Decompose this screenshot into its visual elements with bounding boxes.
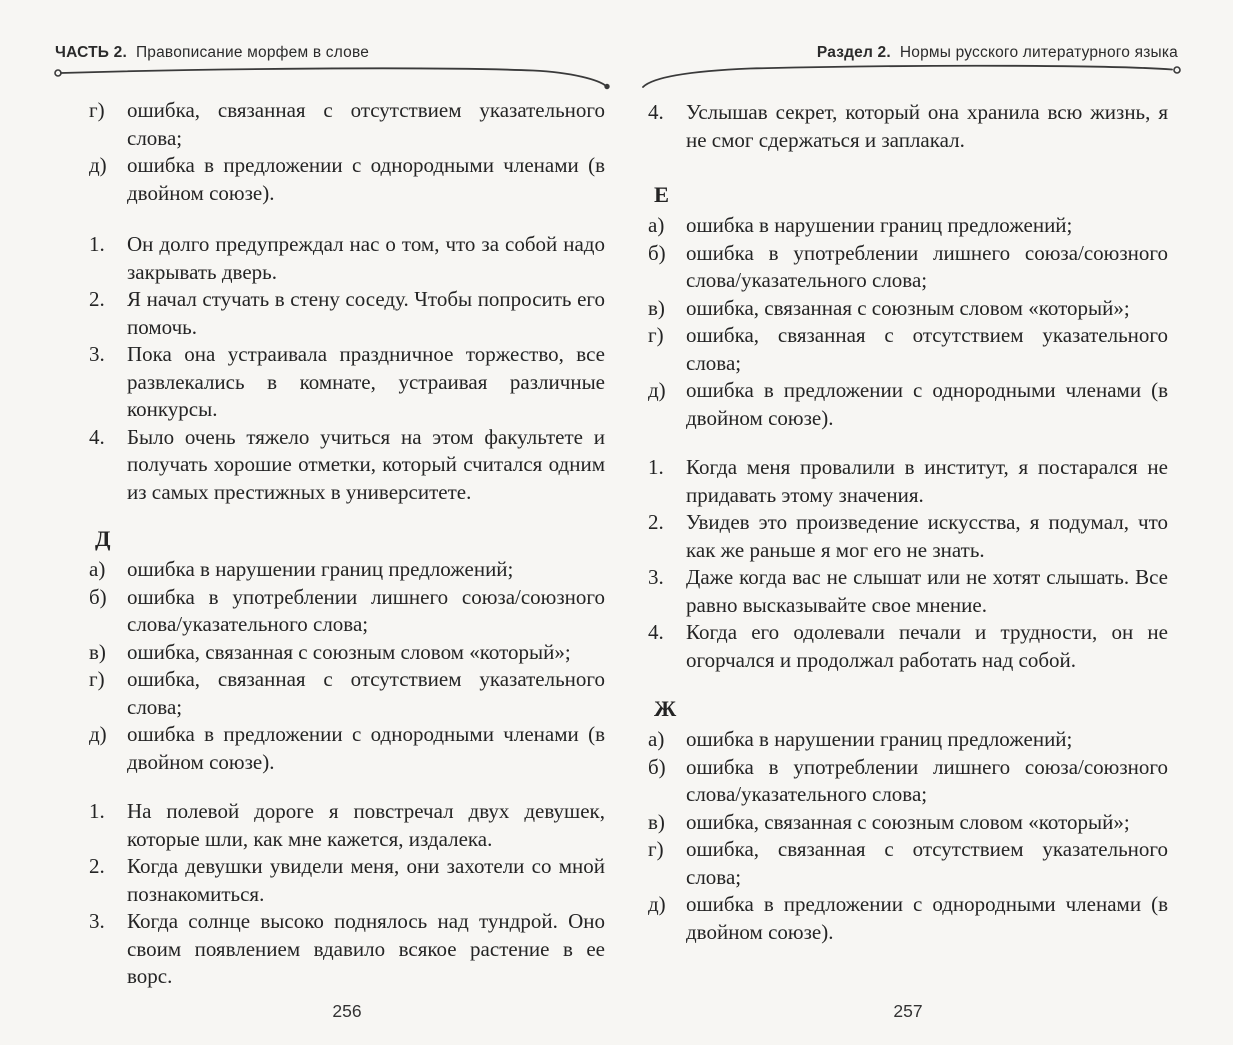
- list-item: [648, 295, 1168, 323]
- list-item: [89, 341, 605, 424]
- list-item: [89, 231, 605, 286]
- list-item: [89, 853, 605, 908]
- list-item: [648, 891, 1168, 946]
- left-page-body: [89, 97, 605, 991]
- list-item: [648, 754, 1168, 809]
- list-item: [89, 97, 605, 152]
- item-label: 2.: [89, 287, 105, 311]
- list-item: [648, 619, 1168, 674]
- numbered-list: [648, 454, 1168, 674]
- section-heading-zh: Ж: [654, 696, 677, 721]
- item-label: 3.: [89, 342, 105, 366]
- left-running-head: [55, 44, 369, 62]
- lettered-list: [648, 212, 1168, 432]
- list-item: [89, 908, 605, 991]
- right-part-title: Нормы русского литературного языка: [899, 44, 1178, 61]
- right-page-number: 257: [893, 1001, 923, 1021]
- item-text: ошибка в нарушении границ предложений;: [686, 727, 1073, 751]
- item-label: 3.: [648, 565, 664, 589]
- item-text: ошибка, связанная с союзным словом «который»;: [127, 639, 571, 664]
- lettered-list: [648, 726, 1168, 946]
- item-label: д): [89, 153, 107, 177]
- item-label: 2.: [648, 510, 664, 534]
- item-label: г): [89, 667, 105, 691]
- lettered-list: [89, 97, 605, 207]
- list-item: [89, 286, 605, 341]
- numbered-list: [89, 798, 605, 991]
- item-text: Увидев это произведение искусства, я подумал, что как же раньше я мог его не знать.: [686, 510, 1168, 562]
- left-page-number: 256: [332, 1001, 362, 1021]
- item-label: 1.: [89, 232, 105, 256]
- item-text: ошибка в предложении с однородными членами (в двойном союзе).: [686, 892, 1168, 944]
- item-text: ошибка, связанная с отсутствием указательного слова;: [686, 323, 1168, 375]
- item-label: в): [648, 809, 665, 834]
- item-text: ошибка в предложении с однородными членами (в двойном союзе).: [127, 722, 605, 774]
- item-text: ошибка в употреблении лишнего союза/союзного слова/указательного слова;: [127, 584, 605, 636]
- item-label: 2.: [89, 854, 105, 878]
- item-label: а): [648, 727, 665, 751]
- list-item: [648, 564, 1168, 619]
- item-text: ошибка, связанная с отсутствием указательного слова;: [686, 837, 1168, 889]
- item-label: 4.: [648, 100, 664, 124]
- list-item: [648, 99, 1168, 154]
- list-item: [89, 798, 605, 853]
- item-text: Было очень тяжело учиться на этом факультете и получать хорошие отметки, который считался одним из самых престижных в университете.: [127, 424, 605, 504]
- item-text: Услышав секрет, который она хранила всю жизнь, я не смог сдержаться и заплакал.: [686, 100, 1168, 152]
- item-text: ошибка, связанная с союзным словом «который»;: [686, 295, 1130, 320]
- item-text: Я начал стучать в стену соседу. Чтобы попросить его помочь.: [127, 287, 605, 339]
- item-label: 1.: [89, 799, 105, 823]
- list-item: [89, 639, 605, 667]
- item-text: ошибка в употреблении лишнего союза/союзного слова/указательного слова;: [686, 240, 1168, 292]
- item-text: ошибка в нарушении границ предложений;: [686, 213, 1073, 237]
- left-part-title: Правописание морфем в слове: [135, 44, 370, 61]
- item-label: д): [89, 722, 107, 746]
- list-item: [648, 377, 1168, 432]
- lettered-list: [89, 556, 605, 776]
- item-label: д): [648, 378, 666, 402]
- list-item: [89, 721, 605, 776]
- right-part-label: Раздел 2.: [816, 44, 891, 61]
- right-page-body: [648, 99, 1168, 946]
- left-header-rule-swoosh: [53, 62, 613, 92]
- item-label: 4.: [89, 424, 105, 449]
- list-item: [89, 666, 605, 721]
- right-header-rule-swoosh: [640, 60, 1185, 90]
- item-label: 4.: [648, 620, 664, 644]
- item-label: б): [648, 240, 666, 265]
- item-label: а): [648, 213, 665, 237]
- list-item: [648, 212, 1168, 240]
- section-heading-d: Д: [95, 526, 111, 551]
- item-text: Даже когда вас не слышат или не хотят слышать. Все равно высказывайте свое мнение.: [686, 565, 1168, 617]
- list-item: [89, 556, 605, 584]
- list-item: [89, 424, 605, 507]
- list-item: [648, 454, 1168, 509]
- item-text: Когда его одолевали печали и трудности, он не огорчался и продолжал работать над собой.: [686, 620, 1168, 672]
- list-item: [89, 152, 605, 207]
- list-item: [648, 322, 1168, 377]
- item-text: Когда девушки увидели меня, они захотели со мной познакомиться.: [127, 854, 605, 906]
- numbered-list: [648, 99, 1168, 154]
- item-label: 1.: [648, 455, 664, 479]
- item-label: д): [648, 892, 666, 916]
- item-label: в): [648, 295, 665, 320]
- item-text: ошибка, связанная с союзным словом «который»;: [686, 809, 1130, 834]
- item-text: Когда солнце высоко поднялось над тундрой. Оно своим появлением вдавило всякое растение в ее ворс.: [127, 909, 605, 988]
- item-label: 3.: [89, 909, 105, 933]
- list-item: [89, 584, 605, 639]
- section-heading-e: Е: [654, 182, 670, 207]
- item-text: ошибка, связанная с отсутствием указательного слова;: [127, 667, 605, 719]
- item-text: ошибка в нарушении границ предложений;: [127, 557, 514, 581]
- item-label: а): [89, 557, 106, 581]
- item-label: г): [648, 837, 664, 861]
- list-item: [648, 836, 1168, 891]
- item-label: г): [89, 98, 105, 122]
- item-text: ошибка, связанная с отсутствием указательного слова;: [127, 98, 605, 150]
- item-text: ошибка в предложении с однородными членами (в двойном союзе).: [127, 153, 605, 205]
- list-item: [648, 240, 1168, 295]
- item-text: На полевой дороге я повстречал двух девушек, которые шли, как мне кажется, издалека.: [127, 799, 605, 851]
- numbered-list: [89, 231, 605, 506]
- item-label: в): [89, 639, 106, 664]
- item-text: Когда меня провалили в институт, я постарался не придавать этому значения.: [686, 455, 1168, 507]
- item-text: ошибка в предложении с однородными членами (в двойном союзе).: [686, 378, 1168, 430]
- item-label: г): [648, 323, 664, 347]
- item-text: Он долго предупреждал нас о том, что за собой надо закрывать дверь.: [127, 232, 605, 284]
- item-text: ошибка в употреблении лишнего союза/союзного слова/указательного слова;: [686, 754, 1168, 806]
- list-item: [648, 726, 1168, 754]
- item-label: б): [648, 754, 666, 779]
- item-text: Пока она устраивала праздничное торжество, все развлекались в комнате, устраивая различные конкурсы.: [127, 342, 605, 421]
- list-item: [648, 809, 1168, 837]
- left-part-label: ЧАСТЬ 2.: [55, 44, 127, 61]
- item-label: б): [89, 584, 107, 609]
- list-item: [648, 509, 1168, 564]
